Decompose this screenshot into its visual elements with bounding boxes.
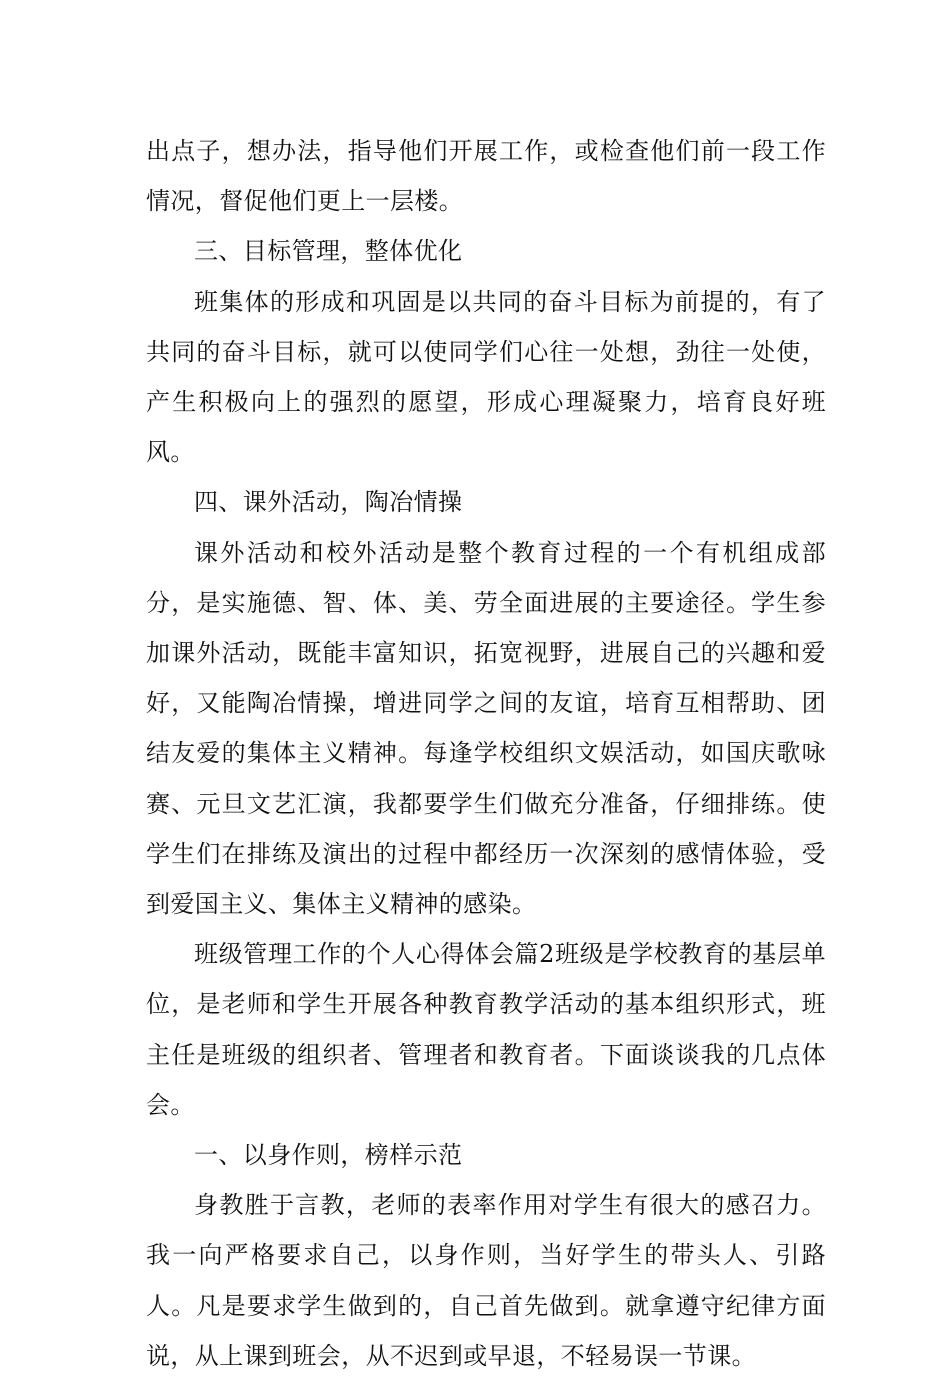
paragraph-continuation: 出点子，想办法，指导他们开展工作，或检查他们前一段工作情况，督促他们更上一层楼。	[146, 137, 826, 216]
paragraph-article-2-intro: 班级管理工作的个人心得体会篇2班级是学校教育的基层单位，是老师和学生开展各种教育教学活动的基本组织形式，班主任是班级的组织者、管理者和教育者。下面谈谈我的几点体会。	[146, 940, 826, 1119]
paragraph-goal-management: 班集体的形成和巩固是以共同的奋斗目标为前提的，有了共同的奋斗目标，就可以使同学们心往一处想，劲往一处使，产生积极向上的强烈的愿望，形成心理凝聚力，培育良好班风。	[146, 287, 826, 467]
paragraph-lead-by-example: 身教胜于言教，老师的表率作用对学生有很大的感召力。我一向严格要求自己，以身作则，当好学生的带头人、引路人。凡是要求学生做到的，自己首先做到。就拿遵守纪律方面说，从上课到班会，从不迟到或早退，不轻易误一节课。	[146, 1191, 826, 1370]
document-body	[146, 126, 826, 1381]
paragraph-extracurricular: 课外活动和校外活动是整个教育过程的一个有机组成部分，是实施德、智、体、美、劳全面进展的主要途径。学生参加课外活动，既能丰富知识，拓宽视野，进展自己的兴趣和爱好，又能陶冶情操，增进同学之间的友谊，培育互相帮助、团结友爱的集体主义精神。每逢学校组织文娱活动，如国庆歌咏赛、元旦文艺汇演，我都要学生们做充分准备，仔细排练。使学生们在排练及演出的过程中都经历一次深刻的感情体验，受到爱国主义、集体主义精神的感染。	[146, 538, 826, 919]
section-heading-4: 四、课外活动，陶冶情操	[194, 488, 463, 517]
section-heading-3: 三、目标管理，整体优化	[194, 237, 463, 266]
section-heading-1: 一、以身作则，榜样示范	[194, 1141, 463, 1170]
